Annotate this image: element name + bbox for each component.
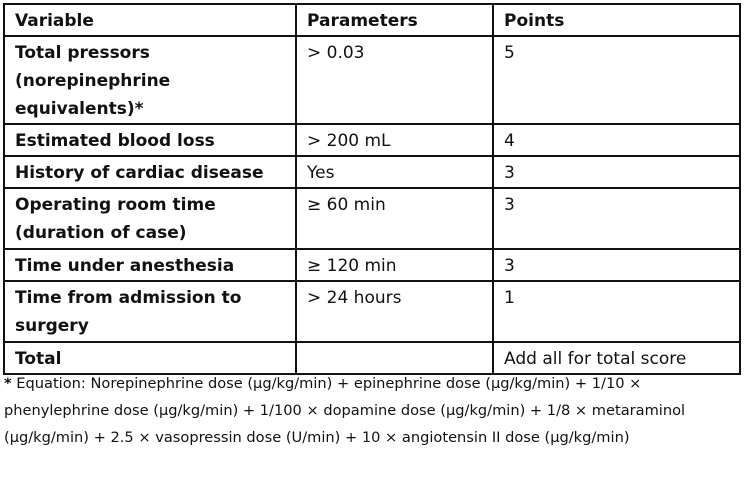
table-row: [4, 156, 740, 188]
cell-parameters: ≥ 120 min: [296, 249, 493, 281]
cell-parameters: ≥ 60 min: [296, 188, 493, 249]
cell-variable: Operating room time (duration of case): [4, 188, 296, 249]
total-label: Total: [4, 342, 296, 374]
footnote: [4, 370, 744, 451]
cell-points: 4: [493, 124, 740, 156]
cell-parameters: > 24 hours: [296, 281, 493, 342]
cell-points: 1: [493, 281, 740, 342]
cell-variable: Time from admission to surgery: [4, 281, 296, 342]
cell-points: 3: [493, 156, 740, 188]
cell-variable: Time under anesthesia: [4, 249, 296, 281]
footnote-marker: *: [4, 375, 12, 392]
cell-variable: Total pressors (norepinephrine equivalents)*: [4, 36, 296, 124]
table-row: [4, 124, 740, 156]
cell-points: 5: [493, 36, 740, 124]
table-row: [4, 36, 740, 124]
cell-parameters: > 0.03: [296, 36, 493, 124]
header-row: [4, 4, 740, 36]
table-row: [4, 188, 740, 249]
cell-parameters: Yes: [296, 156, 493, 188]
cell-points: 3: [493, 188, 740, 249]
cell-points: 3: [493, 249, 740, 281]
footnote-text: Equation: Norepinephrine dose (µg/kg/min) + epinephrine dose (µg/kg/min) + 1/10 × phenylephrine dose (µg/kg/min) + 1/100 × dopamine dose (µg/kg/min) + 1/8 × metaraminol (µg/kg/min) + 2.5 × vasopressin dose (U/min) + 10 × angiotensin II dose (µg/kg/min): [4, 375, 686, 446]
cell-parameters: > 200 mL: [296, 124, 493, 156]
cell-variable: History of cardiac disease: [4, 156, 296, 188]
table-row: [4, 249, 740, 281]
total-points: Add all for total score: [493, 342, 740, 374]
table-row: [4, 281, 740, 342]
cell-variable: Estimated blood loss: [4, 124, 296, 156]
scoring-table: [3, 3, 741, 375]
header-parameters: Parameters: [296, 4, 493, 36]
header-points: Points: [493, 4, 740, 36]
header-variable: Variable: [4, 4, 296, 36]
